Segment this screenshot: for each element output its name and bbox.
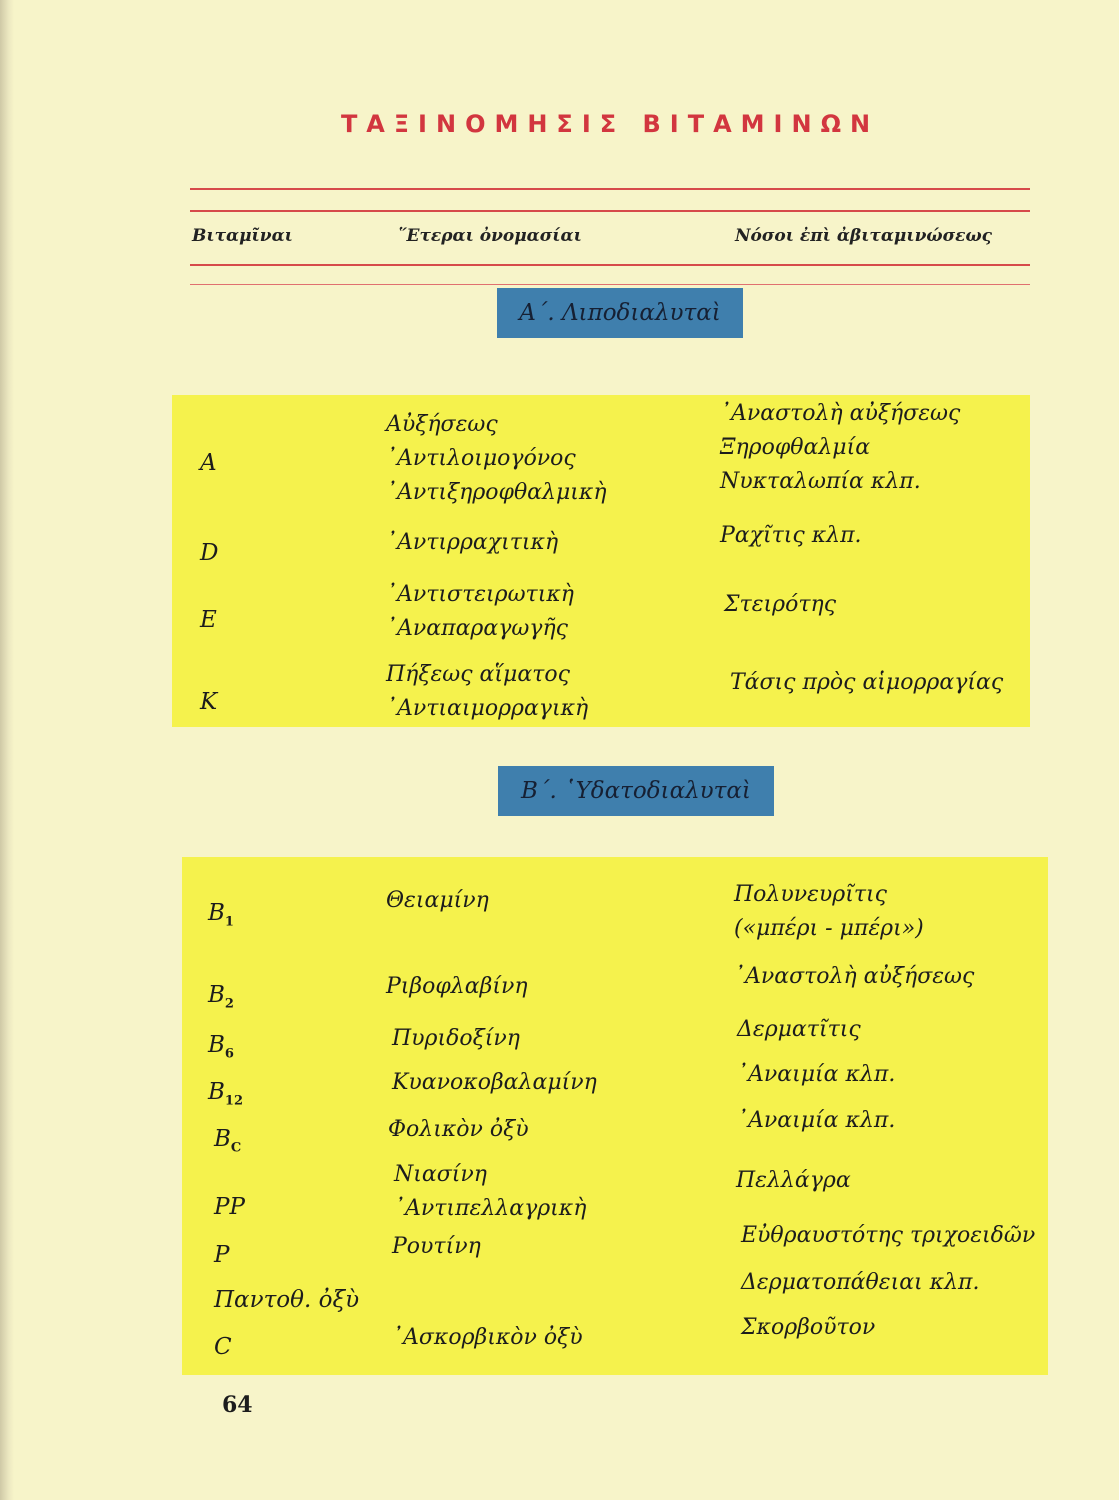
vitamin-d-label: D [200, 540, 219, 566]
vitamin-c-diseases [741, 1311, 875, 1345]
page-number: 64 [222, 1392, 253, 1418]
disease-line: Πολυνευρῖτις [734, 882, 887, 907]
disease-line: ᾿Αναστολὴ αὐξήσεως [720, 401, 961, 426]
vitamin-b2-names [386, 970, 528, 1004]
name-line: ᾿Αντιπελλαγρικὴ [394, 1196, 587, 1221]
name-line: Ριβοφλαβίνη [386, 974, 528, 999]
vitamin-pp-names [394, 1158, 586, 1226]
name-line: Νιασίνη [394, 1162, 487, 1187]
vitamin-letter: B [208, 1079, 225, 1105]
vitamin-pp-diseases [736, 1164, 851, 1198]
header-rule-top [190, 188, 1030, 190]
disease-line: Σκορβοῦτον [741, 1315, 876, 1340]
vitamin-letter: B [208, 900, 225, 926]
vitamin-b12-diseases [737, 1058, 895, 1092]
vitamin-e-names [386, 578, 574, 646]
column-header-vitamins: Βιταμῖναι [192, 226, 293, 246]
vitamin-subscript: 6 [224, 1046, 234, 1062]
vitamin-b2-label [208, 978, 234, 1022]
disease-line: ᾿Αναιμία κλπ. [737, 1062, 896, 1087]
vitamin-subscript: 12 [224, 1093, 243, 1109]
vitamin-b1-names [386, 884, 489, 918]
name-line: ᾿Αντιλοιμογόνος [386, 446, 576, 471]
section-label-fat-soluble: Α΄. Λιποδιαλυταὶ [497, 288, 743, 338]
vitamin-k-label: K [200, 689, 218, 715]
disease-line: Νυκταλωπία κλπ. [720, 469, 921, 494]
vitamin-a-label: A [200, 450, 217, 476]
vitamin-p-names [392, 1230, 481, 1264]
disease-line: Δερματοπάθειαι κλπ. [741, 1270, 980, 1295]
vitamin-subscript: 2 [224, 996, 234, 1012]
vitamin-p-label: P [214, 1242, 230, 1268]
name-line: Φολικὸν ὀξὺ [388, 1117, 529, 1142]
page-title: ΤΑΞΙΝΟΜΗΣΙΣ ΒΙΤΑΜΙΝΩΝ [340, 110, 880, 138]
name-line: Πήξεως αἵματος [386, 662, 570, 687]
header-rule-thin [190, 284, 1030, 285]
vitamin-letter: B [208, 982, 225, 1008]
vitamin-e-diseases [724, 588, 836, 622]
vitamin-a-diseases [720, 397, 960, 499]
vitamin-b1-diseases [734, 878, 924, 946]
page-binding-edge [0, 0, 14, 1500]
vitamin-pantothenic-label: Παντοθ. ὀξὺ [214, 1287, 360, 1313]
disease-line: («μπέρι - μπέρι») [734, 916, 924, 941]
disease-line: Στειρότης [724, 592, 837, 617]
name-line: ᾿Αντιστειρωτικὴ [386, 582, 574, 607]
vitamin-pantothenic-diseases [741, 1266, 980, 1300]
column-header-other-names: ῞Ετεραι ὀνομασίαι [398, 226, 582, 246]
vitamin-d-diseases [720, 519, 862, 553]
disease-line: Πελλάγρα [736, 1168, 851, 1193]
vitamin-bc-label [214, 1122, 241, 1166]
vitamin-b6-names [392, 1022, 520, 1056]
vitamin-bc-diseases [737, 1104, 895, 1138]
vitamin-b1-label [208, 896, 234, 940]
name-line: ᾿Αντιαιμορραγικὴ [386, 696, 589, 721]
vitamin-e-label: E [200, 607, 217, 633]
name-line: ᾿Αντιρραχιτικὴ [386, 530, 559, 555]
vitamin-bc-names [388, 1113, 529, 1147]
name-line: ᾿Αναπαραγωγῆς [386, 616, 568, 641]
vitamin-a-names [386, 408, 607, 510]
name-line: Πυριδοξίνη [392, 1026, 520, 1051]
disease-line: Τάσις πρὸς αἱμορραγίας [730, 670, 1004, 695]
disease-line: ᾿Αναστολὴ αὐξήσεως [734, 964, 975, 989]
vitamin-c-label: C [214, 1334, 232, 1360]
header-rule-middle [190, 210, 1030, 212]
vitamin-p-diseases [741, 1219, 1035, 1253]
disease-line: Ξηροφθαλμία [720, 435, 871, 460]
vitamin-pp-label: PP [214, 1194, 245, 1220]
name-line: Θειαμίνη [386, 888, 489, 913]
name-line: Κυανοκοβαλαμίνη [392, 1070, 597, 1095]
disease-line: ᾿Αναιμία κλπ. [737, 1108, 896, 1133]
vitamin-k-names [386, 658, 588, 726]
vitamin-c-names [392, 1321, 583, 1355]
vitamin-letter: B [208, 1032, 225, 1058]
name-line: Αὐξήσεως [386, 412, 498, 437]
name-line: ᾿Αντιξηροφθαλμικὴ [386, 480, 607, 505]
vitamin-b12-names [392, 1066, 597, 1100]
column-header-diseases: Νόσοι ἐπὶ ἀβιταμινώσεως [735, 226, 992, 246]
header-rule-bottom [190, 264, 1030, 266]
name-line: Ρουτίνη [392, 1234, 481, 1259]
section-label-water-soluble: Β΄. ῾Υδατοδιαλυταὶ [498, 766, 774, 816]
vitamin-letter: B [214, 1126, 231, 1152]
vitamin-b6-label [208, 1028, 234, 1072]
disease-line: Ραχῖτις κλπ. [720, 523, 862, 548]
vitamin-b12-label [208, 1075, 243, 1119]
vitamin-b6-diseases [737, 1013, 861, 1047]
vitamin-subscript: C [230, 1140, 242, 1156]
disease-line: Εὐθραυστότης τριχοειδῶν [741, 1223, 1036, 1248]
name-line: ᾿Ασκορβικὸν ὀξὺ [392, 1325, 583, 1350]
disease-line: Δερματῖτις [737, 1017, 861, 1042]
vitamin-b2-diseases [734, 960, 974, 994]
vitamin-d-names [386, 526, 558, 560]
vitamin-k-diseases [730, 666, 1003, 700]
vitamin-subscript: 1 [224, 914, 234, 930]
